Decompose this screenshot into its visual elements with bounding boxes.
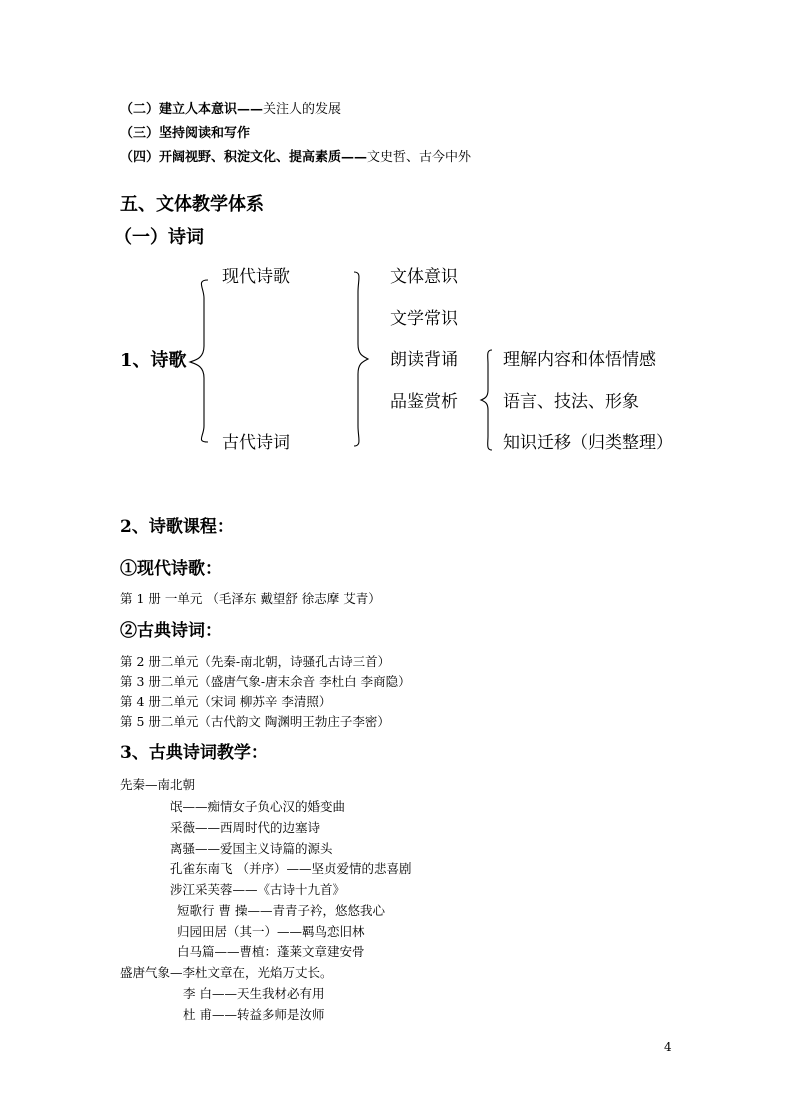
top-item-4-bold: （四）开阔视野、积淀文化、提高素质—— xyxy=(120,150,368,165)
top-item-3-bold: （三）坚持阅读和写作 xyxy=(120,126,251,141)
period2-item: 杜 甫——转益多师是汝师 xyxy=(183,1007,325,1022)
top-item-4 xyxy=(120,151,471,164)
top-item-2-text: 关注人的发展 xyxy=(263,102,342,117)
right-item-1: 理解内容和体悟情感 xyxy=(503,350,656,370)
top-item-2 xyxy=(120,103,341,116)
diagram-root: 1、诗歌 xyxy=(120,350,187,371)
period1-item: 白马篇——曹植：蓬莱文章建安骨 xyxy=(177,944,365,959)
period1-item: 孔雀东南飞 （并序）——坚贞爱情的悲喜剧 xyxy=(170,861,412,876)
sub1-title: （一）诗词 xyxy=(114,227,204,248)
period1-item: 氓——痴情女子负心汉的婚变曲 xyxy=(170,799,346,814)
right-item-3: 知识迁移（归类整理） xyxy=(503,433,673,453)
brace-right xyxy=(478,348,500,452)
classic-line: 第 4 册二单元（宋词 柳苏辛 李清照） xyxy=(120,694,332,709)
modern-line: 第 1 册 一单元 （毛泽东 戴望舒 徐志摩 艾青） xyxy=(120,591,381,606)
right-item-2: 语言、技法、形象 xyxy=(503,392,639,412)
period1-item: 归园田居（其一）——羁鸟恋旧林 xyxy=(177,924,365,939)
period1-item: 离骚——爱国主义诗篇的源头 xyxy=(170,841,333,856)
period1-item: 涉江采芙蓉——《古诗十九首》 xyxy=(170,882,346,897)
classic-line: 第 2 册二单元（先秦-南北朝，诗骚孔古诗三首） xyxy=(120,654,391,669)
brace-left xyxy=(186,276,216,446)
middle-item-2: 文学常识 xyxy=(390,309,458,329)
middle-item-4: 品鉴赏析 xyxy=(390,392,458,412)
heading-classic: ②古典诗词： xyxy=(120,621,222,641)
period2-item: 李 白——天生我材必有用 xyxy=(183,986,325,1001)
branch-classic: 古代诗词 xyxy=(222,433,290,453)
heading-teaching: 3、古典诗词教学： xyxy=(120,743,268,763)
top-item-4-text: 文史哲、古今中外 xyxy=(367,150,472,165)
period1-item: 采薇——西周时代的边塞诗 xyxy=(170,820,321,835)
period-2: 盛唐气象—李杜文章在，光焰万丈长。 xyxy=(120,965,333,980)
middle-item-3: 朗读背诵 xyxy=(390,350,458,370)
page-number: 4 xyxy=(664,1040,672,1054)
section5-title: 五、文体教学体系 xyxy=(120,194,264,215)
period1-item: 短歌行 曹 操——青青子衿，悠悠我心 xyxy=(177,903,385,918)
classic-line: 第 3 册二单元（盛唐气象-唐末余音 李杜白 李商隐） xyxy=(120,674,411,689)
branch-modern: 现代诗歌 xyxy=(222,267,290,287)
top-item-3 xyxy=(120,127,250,140)
period-1: 先秦—南北朝 xyxy=(120,777,196,792)
middle-item-1: 文体意识 xyxy=(390,267,458,287)
brace-middle xyxy=(350,270,374,448)
top-item-2-bold: （二）建立人本意识—— xyxy=(120,102,264,117)
heading-modern: ①现代诗歌： xyxy=(120,559,222,579)
heading-course: 2、诗歌课程： xyxy=(120,517,234,537)
classic-line: 第 5 册二单元（古代韵文 陶渊明王勃庄子李密） xyxy=(120,714,390,729)
